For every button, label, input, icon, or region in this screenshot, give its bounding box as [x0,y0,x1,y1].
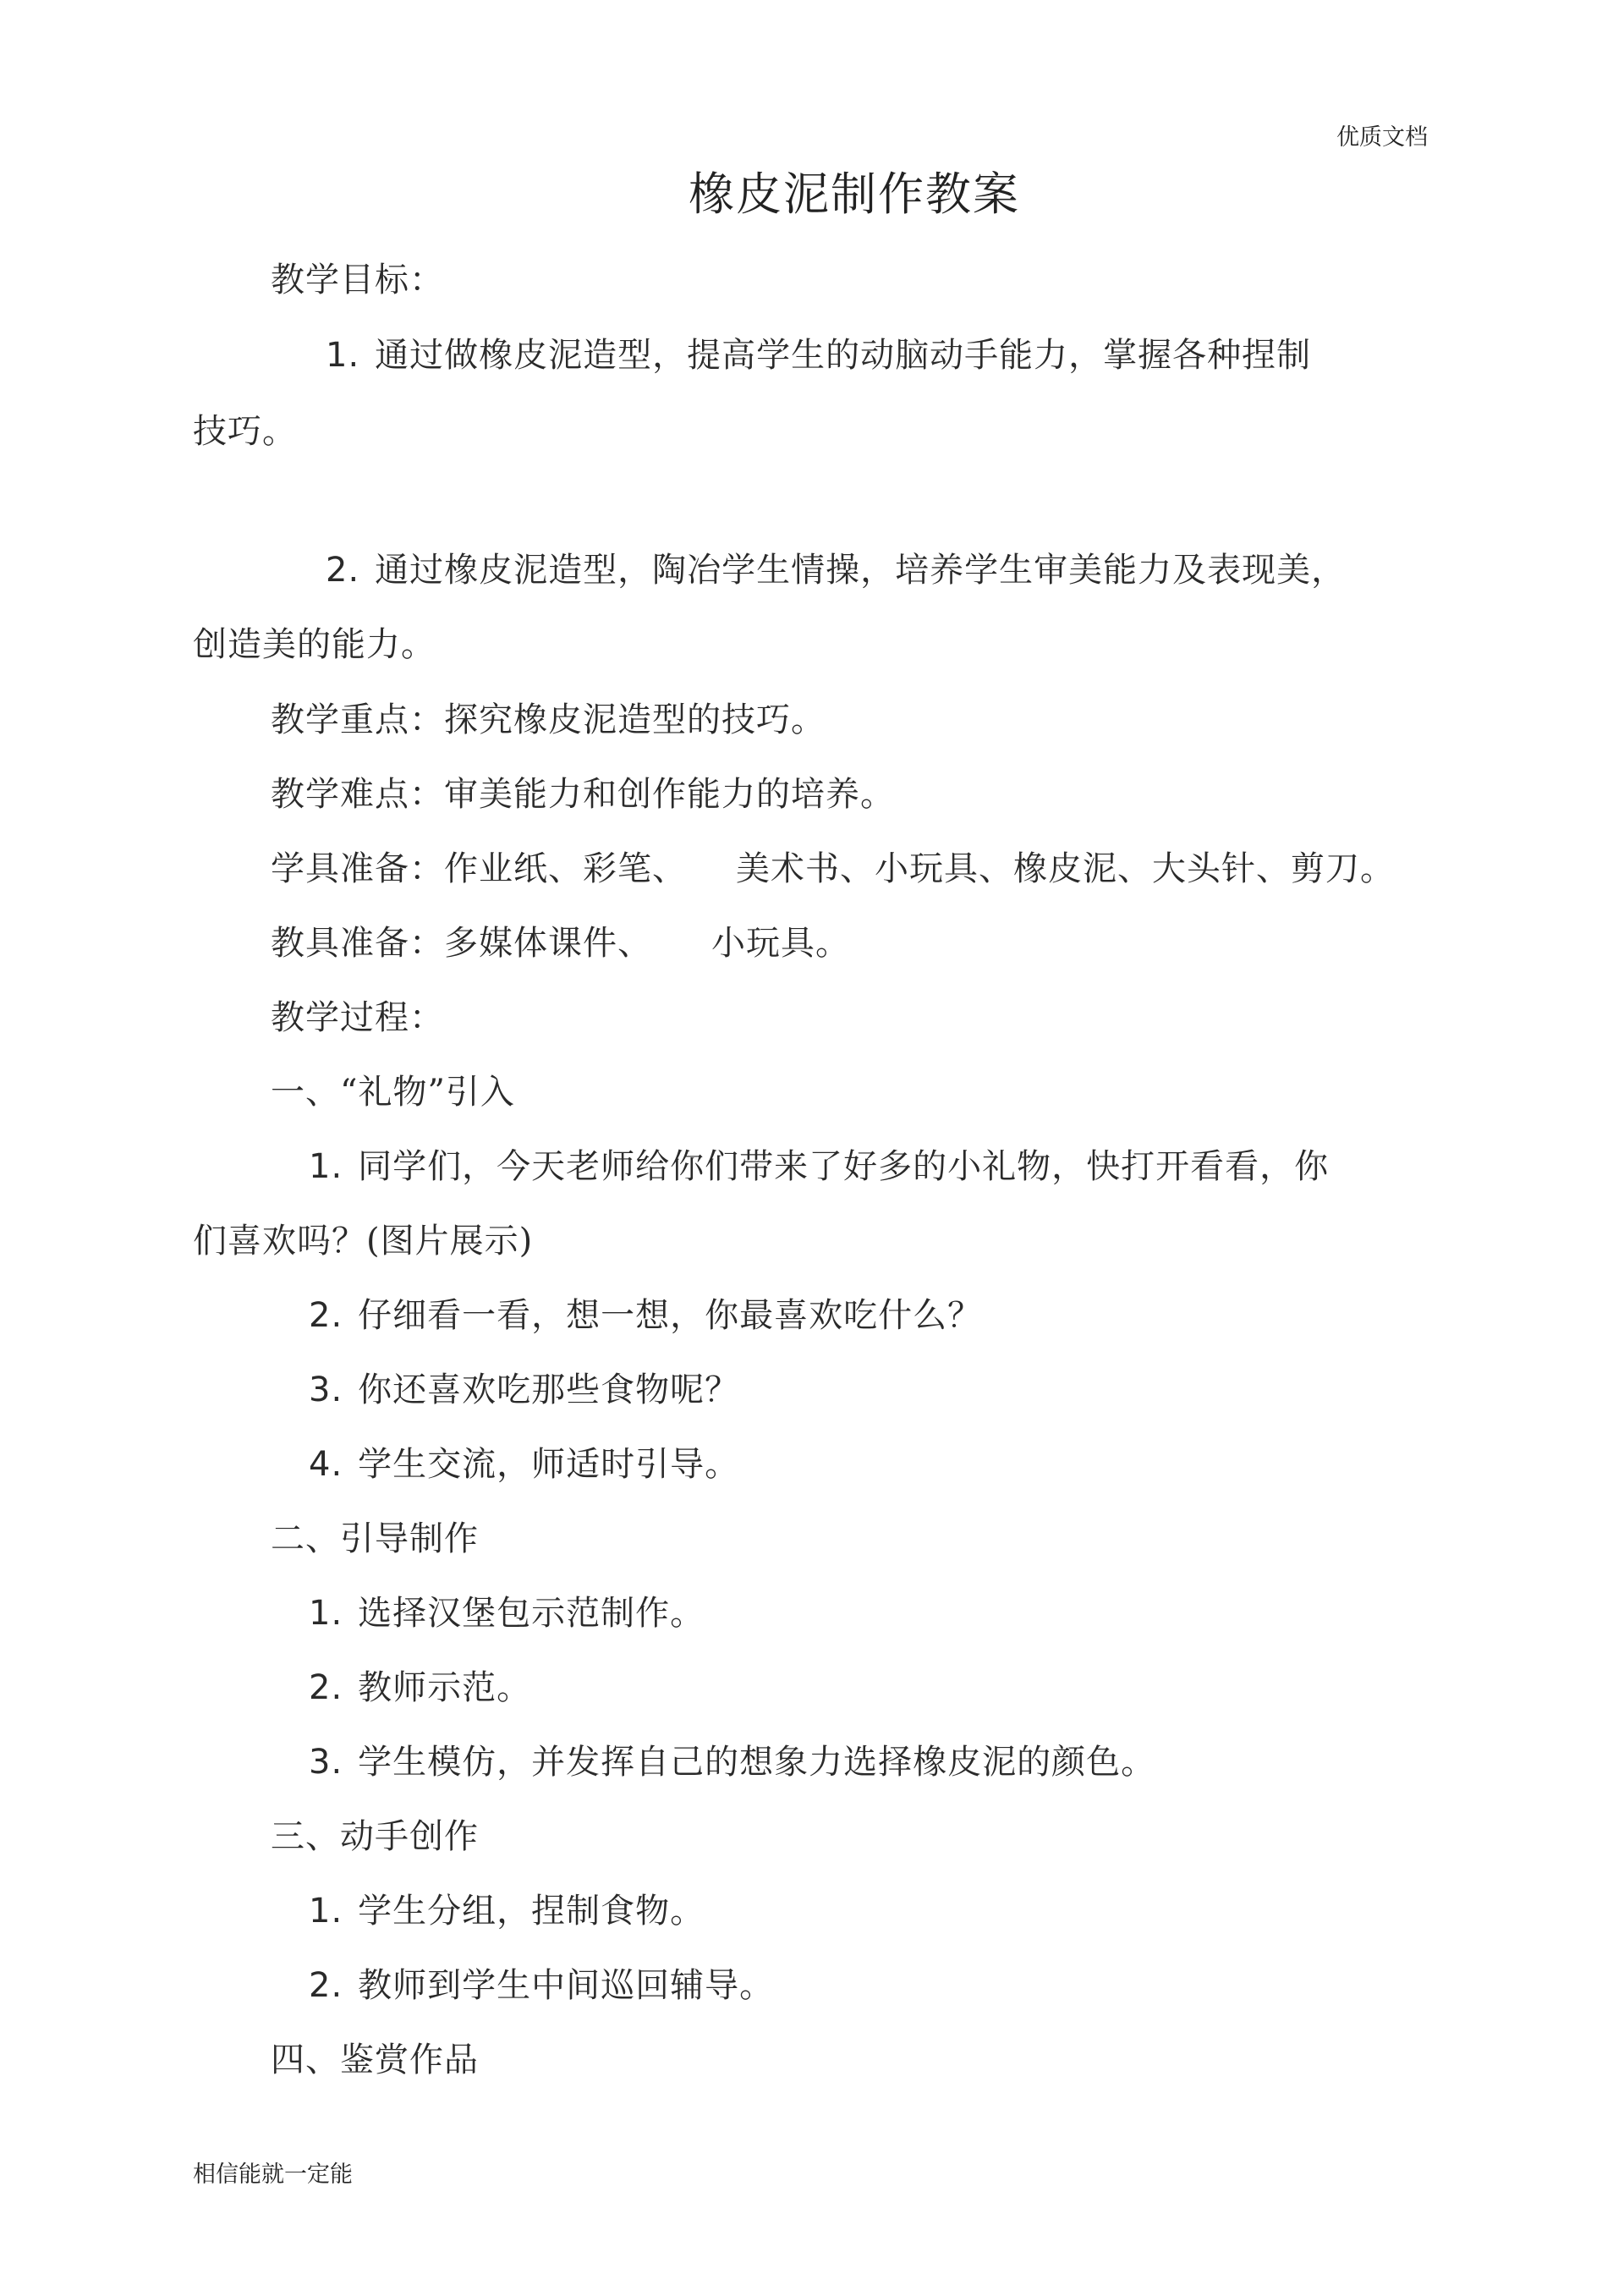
objective-2-line-2: 创造美的能力。 [193,625,436,664]
process-heading: 教学过程： [271,998,444,1037]
section-2-item-1-number: 1. [309,1594,343,1633]
section-3-item-2-number: 2. [309,1966,343,2005]
section-1-item-1-number: 1. [309,1147,343,1186]
section-1-item-1-line-2: 们喜欢吗？(图片展示) [193,1222,534,1261]
section-3-item-2-text: 教师到学生中间巡回辅导。 [358,1966,775,2005]
student-materials-part-1: 学具准备：作业纸、彩笔、 [271,849,687,888]
section-1-item-2-text: 仔细看一看，想一想，你最喜欢吃什么？ [358,1296,983,1335]
section-2-item-2 [309,1666,531,1710]
section-3-item-1-number: 1. [309,1892,343,1931]
section-2-item-1-text: 选择汉堡包示范制作。 [358,1594,705,1633]
section-3-heading: 三、动手创作 [271,1817,479,1856]
objectives-heading: 教学目标： [271,261,444,299]
section-2-item-1 [309,1591,705,1635]
section-1-item-3 [309,1368,739,1412]
difficulty: 教学难点：审美能力和创作能力的培养。 [271,775,895,814]
section-3-item-1 [309,1889,705,1933]
section-1-item-1-line-1 [309,1145,1329,1189]
section-2-item-2-number: 2. [309,1668,343,1707]
section-1-item-4-text: 学生交流，师适时引导。 [358,1445,740,1484]
objective-1-line-2: 技巧。 [193,412,297,451]
section-1-item-3-number: 3. [309,1370,343,1409]
section-2-item-3-number: 3. [309,1743,343,1782]
objective-2-text: 通过橡皮泥造型，陶冶学生情操，培养学生审美能力及表现美， [375,551,1347,590]
student-materials [271,847,1395,891]
section-1-item-3-text: 你还喜欢吃那些食物呢？ [358,1370,740,1409]
teacher-materials [271,921,850,965]
section-1-item-2 [309,1294,982,1338]
section-1-item-4 [309,1442,739,1486]
section-4-heading: 四、鉴赏作品 [271,2041,479,2079]
section-2-item-2-text: 教师示范。 [358,1668,532,1707]
section-3-item-1-text: 学生分组，捏制食物。 [358,1892,705,1931]
section-2-heading: 二、引导制作 [271,1519,479,1558]
section-2-item-3-text: 学生模仿，并发挥自己的想象力选择橡皮泥的颜色。 [358,1743,1156,1782]
objective-2-line-1 [326,548,1346,592]
objective-1-number: 1. [326,336,360,375]
objective-2-number: 2. [326,551,360,590]
key-point: 教学重点：探究橡皮泥造型的技巧。 [271,700,826,739]
footer-tag: 相信能就一定能 [193,2161,353,2188]
section-3-item-2 [309,1964,774,2008]
section-1-item-1-text: 同学们，今天老师给你们带来了好多的小礼物，快打开看看，你 [358,1147,1330,1186]
header-tag: 优质文档 [1336,124,1428,151]
section-1-item-2-number: 2. [309,1296,343,1335]
document-title: 橡皮泥制作教案 [689,168,1020,221]
student-materials-part-2: 美术书、小玩具、橡皮泥、大头针、剪刀。 [736,849,1395,888]
section-1-heading: 一、“礼物”引入 [271,1073,515,1112]
objective-1-text: 通过做橡皮泥造型，提高学生的动脑动手能力，掌握各种捏制 [375,336,1312,375]
teacher-materials-part-1: 教具准备：多媒体课件、 [271,924,652,963]
teacher-materials-part-2: 小玩具。 [711,924,850,963]
section-1-item-4-number: 4. [309,1445,343,1484]
section-2-item-3 [309,1740,1155,1784]
objective-1-line-1 [326,333,1311,377]
